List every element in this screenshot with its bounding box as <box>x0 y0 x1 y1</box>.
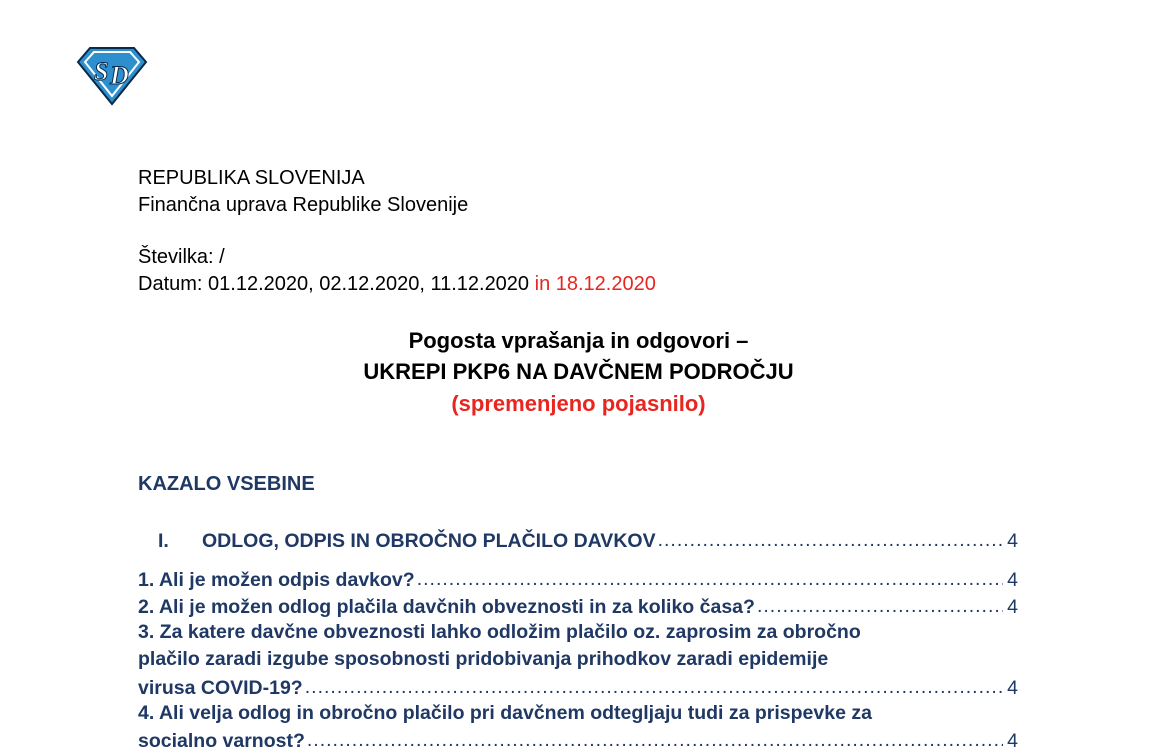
toc-leader <box>658 531 1004 549</box>
toc-section-number: I. <box>158 530 169 552</box>
toc-section-title: ODLOG, ODPIS IN OBROČNO PLAČILO DAVKOV <box>202 530 656 552</box>
toc-item-text-line1[interactable]: 3. Za katere davčne obveznosti lahko odložim plačilo oz. zaprosim za obročno <box>138 621 861 643</box>
furs-emblem-icon <box>76 44 148 106</box>
toc-leader <box>307 731 1003 749</box>
toc-leader <box>305 678 1003 696</box>
header-republic: REPUBLIKA SLOVENIJA <box>138 167 365 189</box>
toc-item-text: 1. Ali je možen odpis davkov? <box>138 569 415 591</box>
toc-leader <box>417 570 1003 588</box>
toc-item-text-line2[interactable]: plačilo zaradi izgube sposobnosti pridobivanja prihodkov zaradi epidemije <box>138 648 829 670</box>
toc-page-number: 4 <box>1007 569 1018 591</box>
toc-item-text-line1[interactable]: 4. Ali velja odlog in obročno plačilo pri davčnem odtegljaju tudi za prispevke za <box>138 702 872 724</box>
toc-item[interactable] <box>138 565 1018 592</box>
header-authority: Finančna uprava Republike Slovenije <box>138 194 469 216</box>
toc-leader <box>757 597 1003 615</box>
svg-text:D: D <box>110 61 129 90</box>
toc-section[interactable] <box>158 526 1018 553</box>
document-title-line2: UKREPI PKP6 NA DAVČNEM PODROČJU <box>363 359 794 384</box>
toc-item[interactable] <box>138 726 1018 753</box>
document-date <box>138 271 656 297</box>
toc-page-number: 4 <box>1007 596 1018 618</box>
toc-page-number: 4 <box>1007 530 1018 552</box>
toc-page-number: 4 <box>1007 677 1018 699</box>
toc-page-number: 4 <box>1007 730 1018 752</box>
toc-item[interactable] <box>138 592 1018 619</box>
date-added: in 18.12.2020 <box>534 273 656 295</box>
furs-logo <box>76 44 148 106</box>
date-list: Datum: 01.12.2020, 02.12.2020, 11.12.2020 <box>138 273 535 295</box>
toc-item-text-line2: socialno varnost? <box>138 730 305 752</box>
svg-text:S: S <box>94 57 109 86</box>
toc-item-text: 2. Ali je možen odlog plačila davčnih obveznosti in za koliko časa? <box>138 596 755 618</box>
document-title-note: (spremenjeno pojasnilo) <box>451 391 706 416</box>
document-title-line1: Pogosta vprašanja in odgovori – <box>408 328 749 353</box>
document-number: Številka: / <box>138 246 225 268</box>
toc-item[interactable] <box>138 673 1018 700</box>
toc-heading: KAZALO VSEBINE <box>138 473 315 495</box>
toc-item-text-line3: virusa COVID-19? <box>138 677 303 699</box>
